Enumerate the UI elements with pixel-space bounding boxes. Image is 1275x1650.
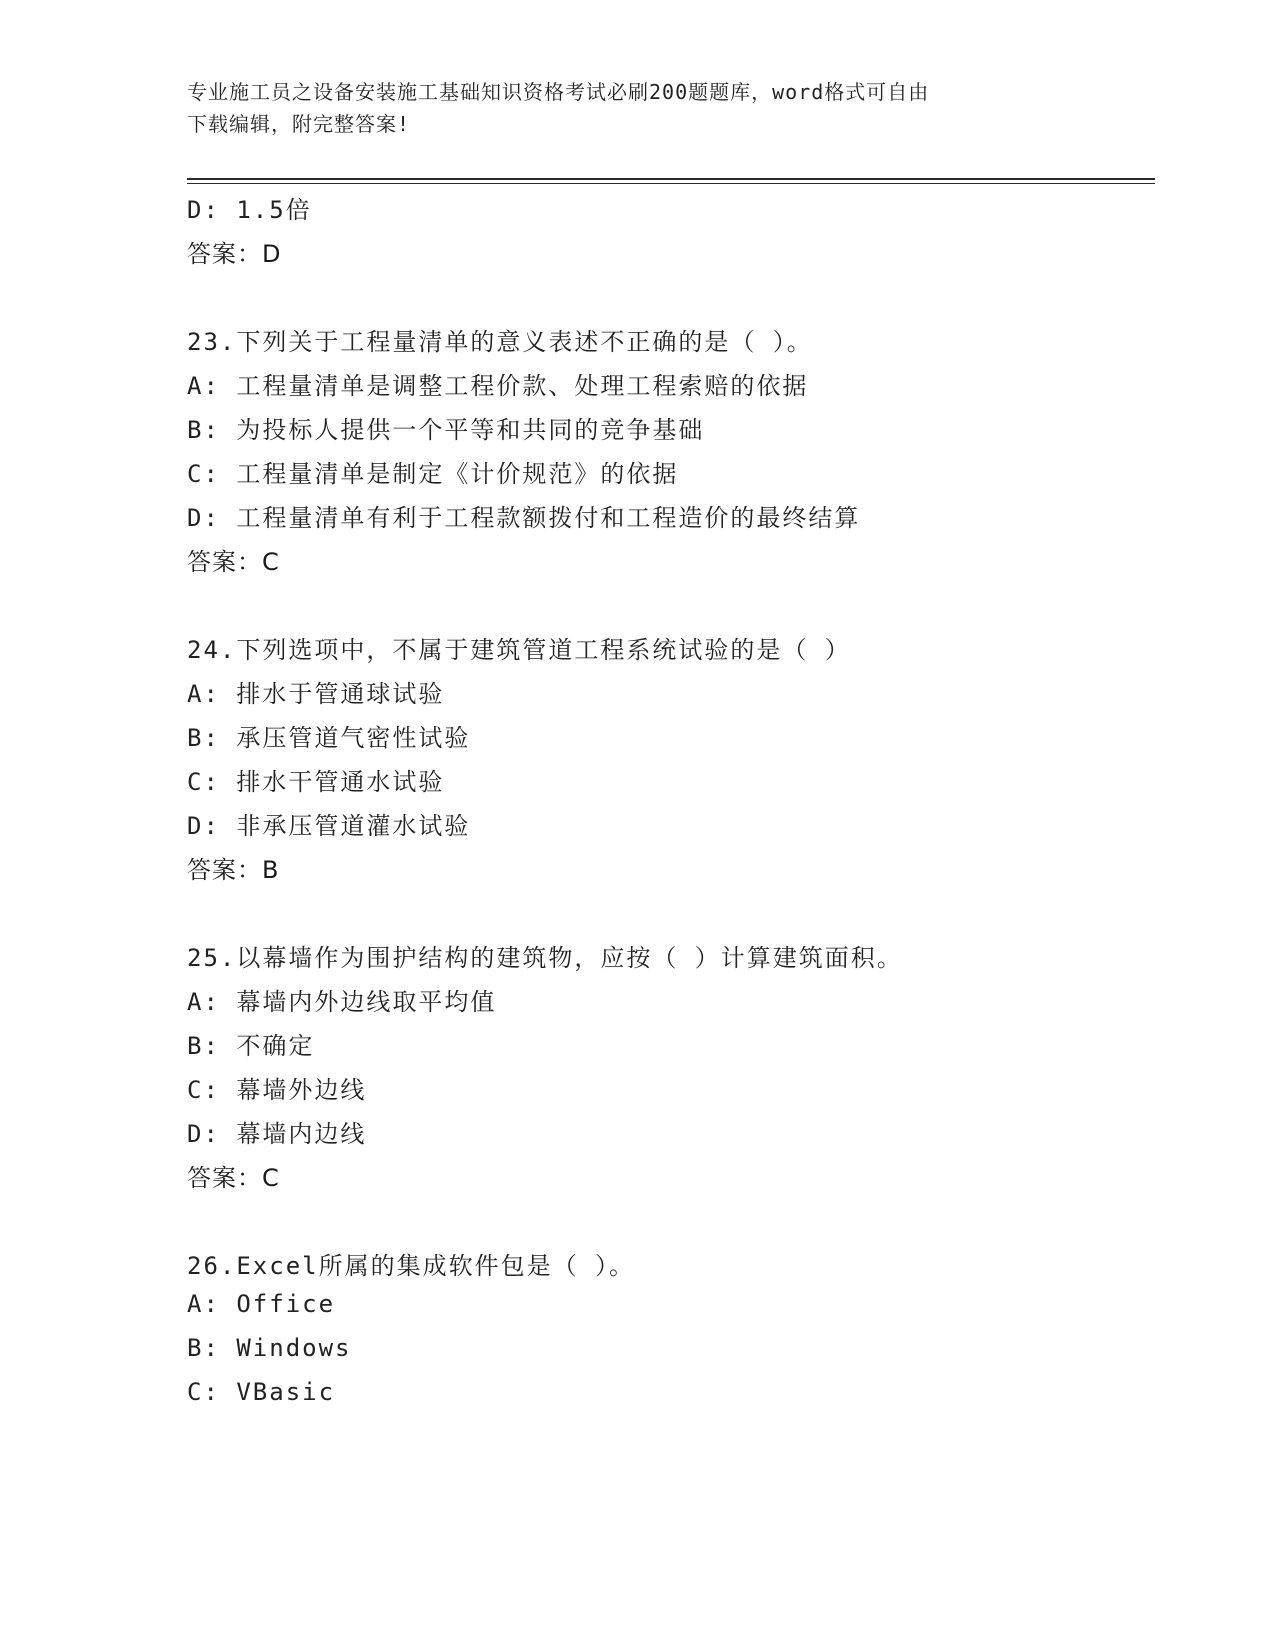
document-header — [187, 76, 1087, 140]
option-c: C: 幕墙外边线 — [187, 1076, 367, 1104]
answer: 答案：C — [187, 1164, 280, 1192]
header-rule-thin — [187, 183, 1155, 184]
option-a: A: 幕墙内外边线取平均值 — [187, 988, 497, 1016]
question-stem: 24.下列选项中，不属于建筑管道工程系统试验的是（ ） — [187, 636, 851, 664]
question-stem: 25.以幕墙作为围护结构的建筑物，应按（ ）计算建筑面积。 — [187, 944, 903, 972]
option-d: D: 非承压管道灌水试验 — [187, 812, 471, 840]
option-d: D: 工程量清单有利于工程款额拨付和工程造价的最终结算 — [187, 504, 861, 532]
option-b: B: 承压管道气密性试验 — [187, 724, 471, 752]
option-a: A: 工程量清单是调整工程价款、处理工程索赔的依据 — [187, 372, 809, 400]
answer: 答案：C — [187, 548, 280, 576]
option-b: B: 不确定 — [187, 1032, 315, 1060]
option-c: C: VBasic — [187, 1378, 336, 1406]
option-b: B: Windows — [187, 1334, 352, 1362]
option-c: C: 排水干管通水试验 — [187, 768, 445, 796]
answer: 答案：D — [187, 240, 282, 268]
option-a: A: 排水于管通球试验 — [187, 680, 445, 708]
header-rule-thick — [187, 178, 1155, 180]
option-d: D: 幕墙内边线 — [187, 1120, 367, 1148]
option-a: A: Office — [187, 1290, 336, 1318]
option-d: D: 1.5倍 — [187, 196, 312, 224]
header-line-2: 下载编辑，附完整答案! — [187, 112, 411, 136]
option-c: C: 工程量清单是制定《计价规范》的依据 — [187, 460, 679, 488]
question-stem: 23.下列关于工程量清单的意义表述不正确的是（ ）。 — [187, 328, 813, 356]
option-b: B: 为投标人提供一个平等和共同的竞争基础 — [187, 416, 705, 444]
header-line-1: 专业施工员之设备安装施工基础知识资格考试必刷200题题库，word格式可自由 — [187, 80, 930, 104]
answer: 答案：B — [187, 856, 280, 884]
question-stem: 26.Excel所属的集成软件包是（ ）。 — [187, 1252, 636, 1280]
